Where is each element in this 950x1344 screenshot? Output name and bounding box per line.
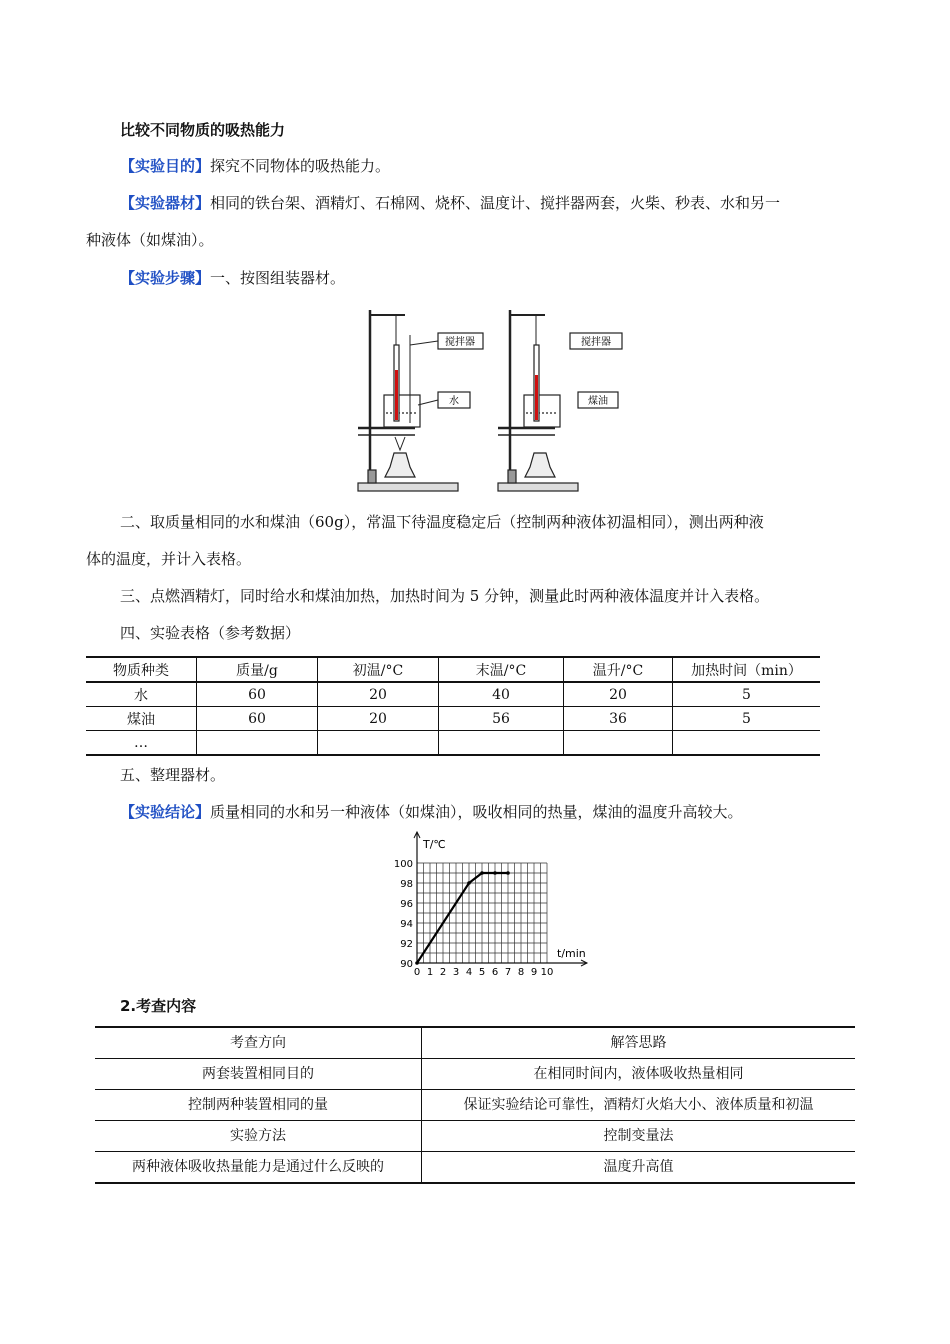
header-cell: 物质种类 [113, 662, 169, 679]
experiment-table [86, 656, 820, 756]
materials-label: 【实验器材】 [120, 194, 211, 212]
table-row [95, 1059, 855, 1090]
table-cell: 20 [318, 682, 439, 707]
table-cell: 56 [439, 707, 564, 731]
steps-para [86, 268, 866, 288]
x-tick-label: 6 [491, 967, 499, 978]
materials-para [86, 193, 866, 213]
step-4: 四、实验表格（参考数据） [120, 624, 301, 642]
x-tick-label: 5 [478, 967, 486, 978]
table-cell: 两套装置相同目的 [95, 1059, 422, 1090]
data-point [506, 871, 510, 875]
kerosene-label: 煤油 [588, 396, 608, 407]
header-cell: 质量/g [197, 657, 318, 682]
apparatus-figure [350, 305, 580, 495]
water-label: 水 [449, 396, 459, 407]
table-cell [439, 731, 564, 756]
conclusion-label: 【实验结论】 [120, 803, 211, 821]
table-row [95, 1121, 855, 1152]
temperature-chart [385, 828, 605, 983]
stirrer-label-left: 搅拌器 [445, 337, 475, 348]
x-tick-label: 3 [452, 967, 460, 978]
x-tick-label: 8 [517, 967, 525, 978]
table-row [95, 1027, 855, 1059]
y-tick-label: 98 [400, 879, 413, 890]
y-tick-label: 94 [400, 919, 413, 930]
table-cell: 两种液体吸收热量能力是通过什么反映的 [95, 1152, 422, 1184]
purpose-para [86, 156, 866, 176]
data-point [415, 961, 419, 965]
table-cell [197, 731, 318, 756]
table-cell: 40 [439, 682, 564, 707]
header-cell: 加热时间（min） [673, 657, 821, 682]
step-5: 五、整理器材。 [120, 766, 226, 784]
step-2a: 二、取质量相同的水和煤油（60g），常温下待温度稳定后（控制两种液体初温相同），测出两种液 [120, 513, 764, 531]
table-cell: … [134, 734, 148, 751]
table-row [95, 1152, 855, 1184]
table-cell: 解答思路 [422, 1027, 856, 1059]
data-point [480, 871, 484, 875]
table-cell: 20 [564, 682, 673, 707]
purpose-text: 探究不同物体的吸热能力。 [210, 157, 391, 175]
table-cell: 5 [673, 707, 821, 731]
x-axis-label: t/min [557, 947, 586, 960]
x-tick-label: 0 [413, 967, 421, 978]
step-2b: 体的温度，并计入表格。 [86, 550, 252, 568]
materials-text: 相同的铁台架、酒精灯、石棉网、烧杯、温度计、搅拌器两套，火柴、秒表、水和另一 [210, 194, 781, 212]
table-cell: 5 [673, 682, 821, 707]
conclusion-para [86, 802, 866, 822]
table-row [86, 731, 820, 756]
step-3: 三、点燃酒精灯，同时给水和煤油加热，加热时间为 5 分钟，测量此时两种液体温度并计入表格。 [120, 587, 770, 605]
table-cell: 控制变量法 [422, 1121, 856, 1152]
y-tick-label: 92 [400, 939, 413, 950]
y-tick-label: 96 [400, 899, 413, 910]
table-cell: 20 [318, 707, 439, 731]
table-cell: 在相同时间内，液体吸收热量相同 [422, 1059, 856, 1090]
table-cell: 36 [564, 707, 673, 731]
header-cell: 温升/°C [564, 657, 673, 682]
table-cell: 保证实验结论可靠性，酒精灯火焰大小、液体质量和初温 [422, 1090, 856, 1121]
conclusion-text: 质量相同的水和另一种液体（如煤油），吸收相同的热量，煤油的温度升高较大。 [210, 803, 743, 821]
table-cell: 实验方法 [95, 1121, 422, 1152]
table-cell: 温度升高值 [422, 1152, 856, 1184]
table-cell: 考查方向 [95, 1027, 422, 1059]
x-tick-label: 9 [530, 967, 538, 978]
y-tick-label: 100 [393, 859, 413, 870]
steps-label: 【实验步骤】 [120, 269, 211, 287]
x-tick-label: 7 [504, 967, 512, 978]
exam-table [95, 1026, 855, 1184]
apparatus-labels-right [560, 305, 630, 425]
table-cell: 60 [197, 707, 318, 731]
data-point [493, 871, 497, 875]
step-1: 一、按图组装器材。 [210, 269, 346, 287]
stirrer-label-right: 搅拌器 [581, 337, 611, 348]
table-cell [564, 731, 673, 756]
x-tick-label: 4 [465, 967, 473, 978]
section-2-title: 2.考查内容 [120, 997, 197, 1015]
page-title: 比较不同物质的吸热能力 [120, 121, 286, 139]
table-cell: 60 [197, 682, 318, 707]
purpose-label: 【实验目的】 [120, 157, 211, 175]
table-row [86, 707, 820, 731]
table-row [86, 682, 820, 707]
table-cell: 水 [134, 687, 148, 704]
y-tick-label: 90 [400, 959, 413, 970]
x-tick-label: 1 [426, 967, 434, 978]
table-cell [673, 731, 821, 756]
header-cell: 初温/°C [318, 657, 439, 682]
y-axis-label: T/℃ [423, 838, 446, 851]
x-tick-label: 10 [540, 967, 554, 978]
materials-text-2: 种液体（如煤油）。 [86, 231, 214, 249]
table-cell: 煤油 [127, 711, 155, 728]
table-header-row [86, 657, 820, 682]
table-row [95, 1090, 855, 1121]
header-cell: 末温/°C [439, 657, 564, 682]
table-cell [318, 731, 439, 756]
x-tick-label: 2 [439, 967, 447, 978]
data-point [467, 881, 471, 885]
table-cell: 控制两种装置相同的量 [95, 1090, 422, 1121]
